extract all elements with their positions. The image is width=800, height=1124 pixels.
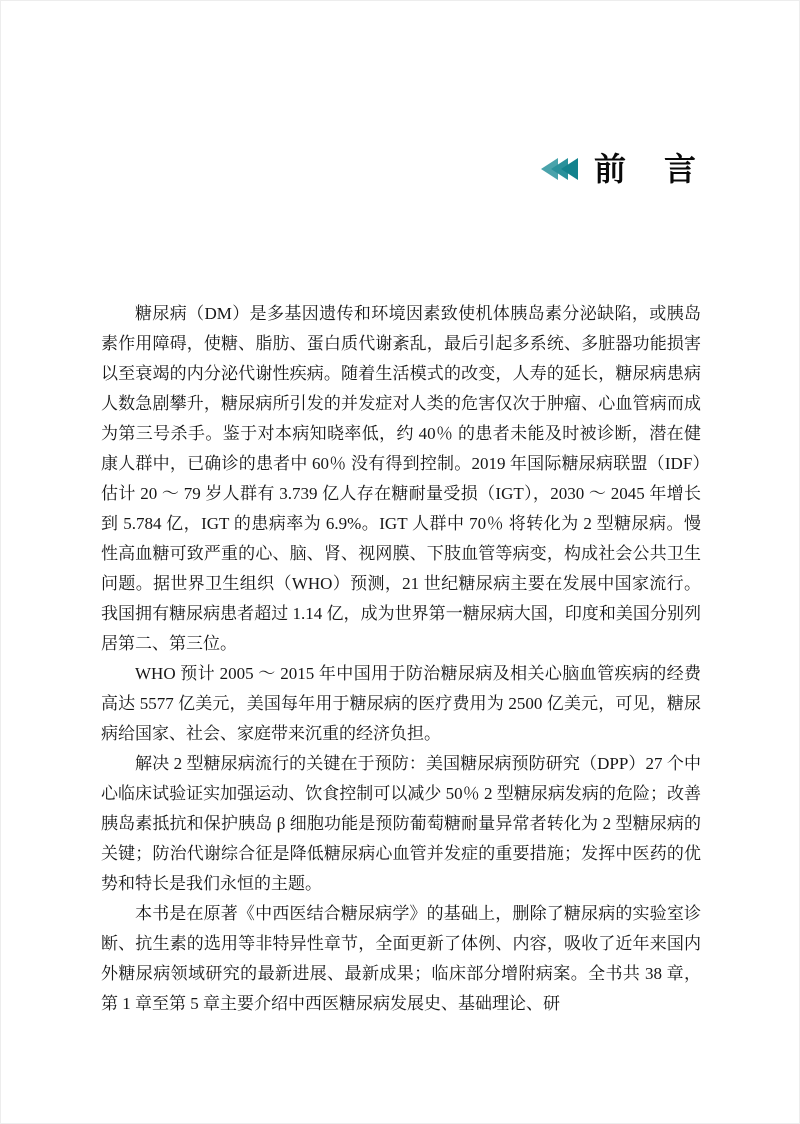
triple-left-arrow-icon bbox=[541, 158, 578, 180]
preface-body bbox=[101, 299, 701, 1019]
left-arrow-icon bbox=[561, 158, 578, 180]
paragraph: 解决 2 型糖尿病流行的关键在于预防：美国糖尿病预防研究（DPP）27 个中心临床试验证实加强运动、饮食控制可以减少 50％ 2 型糖尿病发病的危险；改善胰岛素抵抗和保护胰岛 β 细胞功能是预防葡萄糖耐量异常者转化为 2 型糖尿病的关键；防治代谢综合征是降低糖尿病心血管并发症的重要措施；发挥中医药的优势和特长是我们永恒的主题。 bbox=[101, 754, 701, 893]
page-title: 前 言 bbox=[593, 151, 699, 187]
paragraph: WHO 预计 2005 ～ 2015 年中国用于防治糖尿病及相关心脑血管疾病的经费高达 5577 亿美元，美国每年用于糖尿病的医疗费用为 2500 亿美元，可见，糖尿病给国家、社会、家庭带来沉重的经济负担。 bbox=[101, 664, 701, 743]
paragraph: 本书是在原著《中西医结合糖尿病学》的基础上，删除了糖尿病的实验室诊断、抗生素的选用等非特异性章节，全面更新了体例、内容，吸收了近年来国内外糖尿病领域研究的最新进展、最新成果；临床部分增附病案。全书共 38 章，第 1 章至第 5 章主要介绍中西医糖尿病发展史、基础理论、研 bbox=[101, 904, 701, 1013]
chapter-heading bbox=[541, 151, 699, 187]
paragraph: 糖尿病（DM）是多基因遗传和环境因素致使机体胰岛素分泌缺陷，或胰岛素作用障碍，使糖、脂肪、蛋白质代谢紊乱，最后引起多系统、多脏器功能损害以至衰竭的内分泌代谢性疾病。随着生活模式的改变，人寿的延长，糖尿病患病人数急剧攀升，糖尿病所引发的并发症对人类的危害仅次于肿瘤、心血管病而成为第三号杀手。鉴于对本病知晓率低，约 40％ 的患者未能及时被诊断，潜在健康人群中，已确诊的患者中 60％ 没有得到控制。2019 年国际糖尿病联盟（IDF）估计 20 ～ 79 岁人群有 3.739 亿人存在糖耐量受损（IGT），2030 ～ 2045 年增长到 5.784 亿，IGT 的患病率为 6.9%。IGT 人群中 70％ 将转化为 2 型糖尿病。慢性高血糖可致严重的心、脑、肾、视网膜、下肢血管等病变，构成社会公共卫生问题。据世界卫生组织（WHO）预测，21 世纪糖尿病主要在发展中国家流行。我国拥有糖尿病患者超过 1.14 亿，成为世界第一糖尿病大国，印度和美国分别列居第二、第三位。 bbox=[101, 304, 701, 653]
